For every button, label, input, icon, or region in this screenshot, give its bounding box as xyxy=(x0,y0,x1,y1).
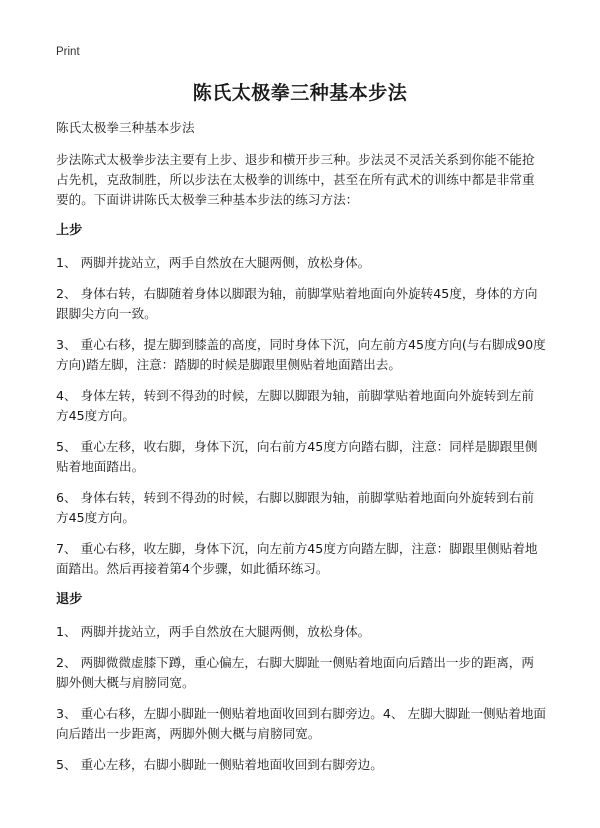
step-item: 3、 重心右移，左脚小脚趾一侧贴着地面收回到右脚旁边。4、 左脚大脚趾一侧贴着地面向后踏出一步距离，两脚外侧大概与肩膀同宽。 xyxy=(56,706,547,741)
step-item: 2、 身体右转，右脚随着身体以脚跟为轴，前脚掌贴着地面向外旋转45度，身体的方向跟脚尖方向一致。 xyxy=(56,286,538,321)
section-heading-step-forward: 上步 xyxy=(56,223,83,238)
page-title: 陈氏太极拳三种基本步法 xyxy=(192,82,408,104)
step-item: 4、 身体左转，转到不得劲的时候，左脚以脚跟为轴，前脚掌贴着地面向外旋转到左前方45度方向。 xyxy=(56,388,534,423)
step-item: 1、 两脚并拢站立，两手自然放在大腿两侧，放松身体。 xyxy=(56,624,371,639)
section-heading-step-back: 退步 xyxy=(56,592,83,607)
step-item: 5、 重心左移，收右脚，身体下沉，向右前方45度方向踏右脚，注意：同样是脚跟里侧贴着地面踏出。 xyxy=(56,439,538,474)
print-link[interactable]: Print xyxy=(56,46,80,58)
step-item: 2、 两脚微微虚膝下蹲，重心偏左，右脚大脚趾一侧贴着地面向后踏出一步的距离，两脚外侧大概与肩膀同宽。 xyxy=(56,655,534,690)
step-item: 1、 两脚并拢站立，两手自然放在大腿两侧，放松身体。 xyxy=(56,255,371,270)
step-item: 6、 身体右转，转到不得劲的时候，右脚以脚跟为轴，前脚掌贴着地面向外旋转到右前方45度方向。 xyxy=(56,490,534,525)
step-item: 7、 重心右移，收左脚，身体下沉，向左前方45度方向踏左脚，注意：脚跟里侧贴着地面踏出。然后再接着第4个步骤，如此循环练习。 xyxy=(56,541,538,576)
intro-paragraph: 步法陈式太极拳步法主要有上步、退步和横开步三种。步法灵不灵活关系到你能不能抢占先机，克敌制胜，所以步法在太极拳的训练中，甚至在所有武术的训练中都是非常重要的。下面讲讲陈氏太极拳三种基本步法的练习方法： xyxy=(56,152,535,207)
step-item: 5、 重心左移，右脚小脚趾一侧贴着地面收回到右脚旁边。 xyxy=(56,757,383,772)
document-body xyxy=(56,118,546,786)
document-subtitle: 陈氏太极拳三种基本步法 xyxy=(56,120,195,135)
step-item: 3、 重心右移，提左脚到膝盖的高度，同时身体下沉，向左前方45度方向(与右脚成90度方向)踏左脚，注意：踏脚的时候是脚跟里侧贴着地面踏出去。 xyxy=(56,337,546,372)
